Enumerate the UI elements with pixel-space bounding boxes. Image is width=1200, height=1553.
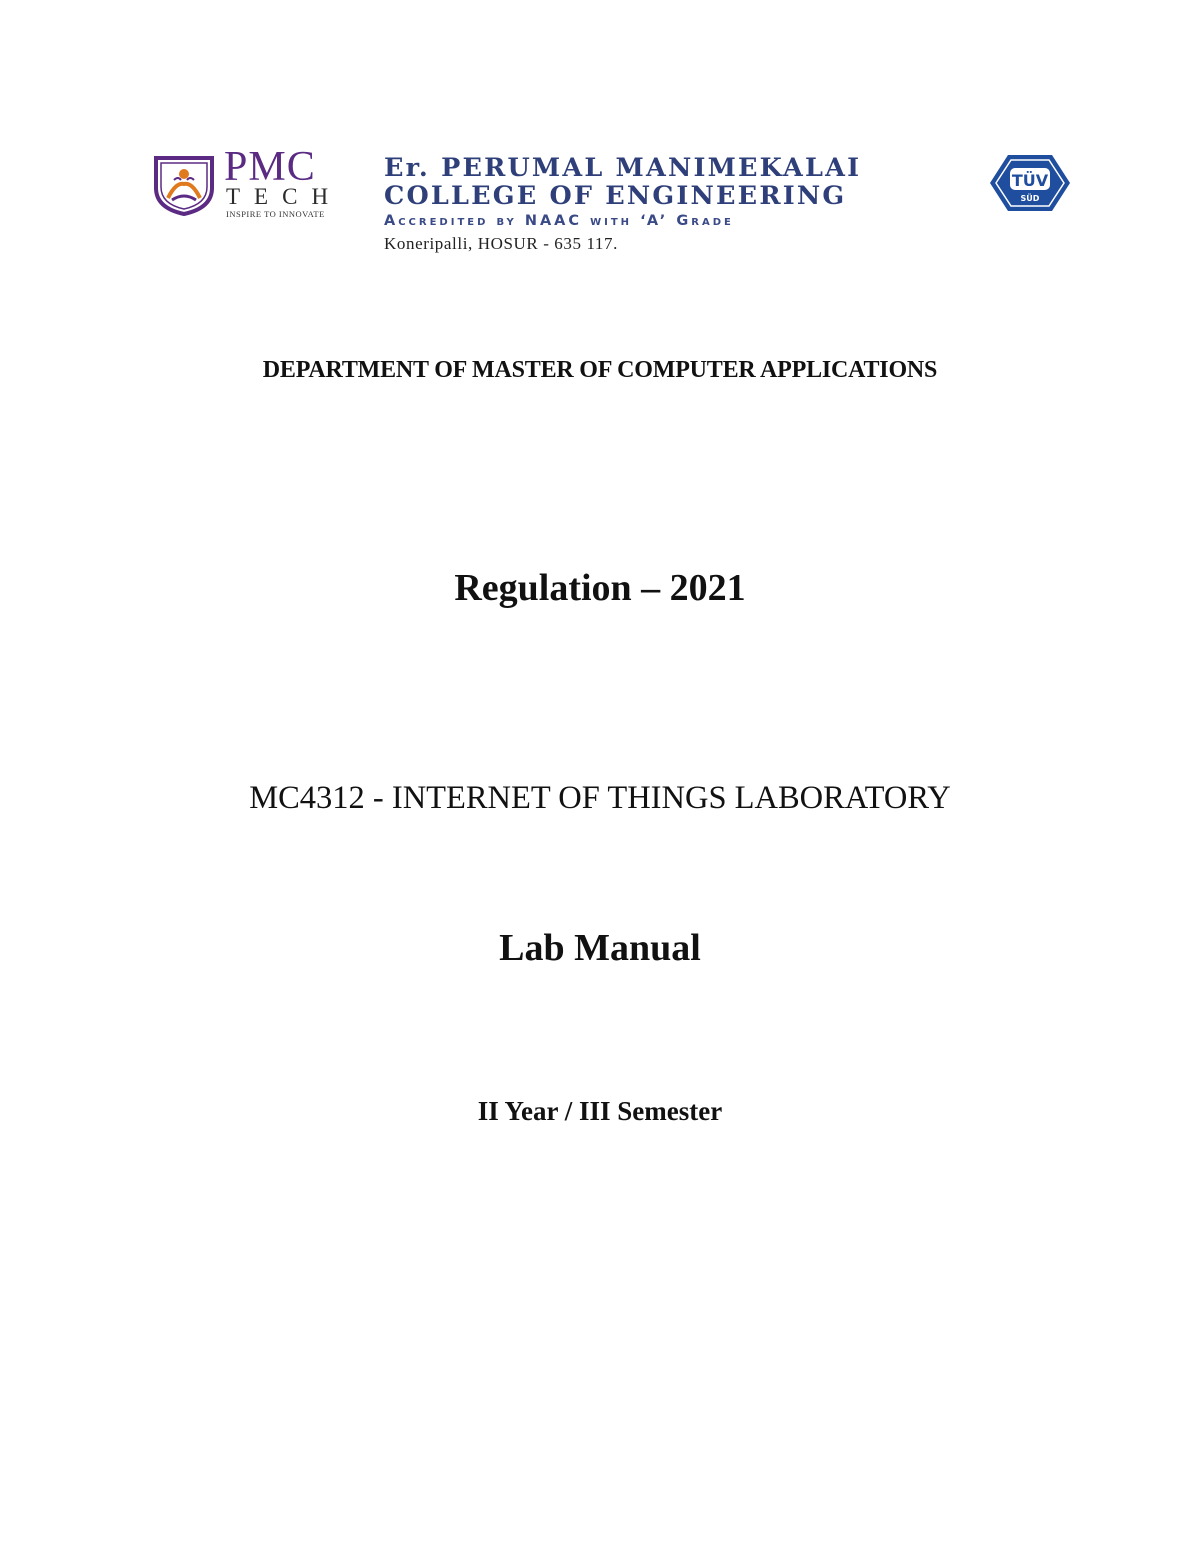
college-header bbox=[150, 144, 1075, 255]
pmc-logo-tech: TECH bbox=[226, 184, 343, 209]
pmc-crest-icon bbox=[152, 154, 216, 216]
tuv-sud-certification-icon bbox=[988, 152, 1072, 214]
course-title: MC4312 - INTERNET OF THINGS LABORATORY bbox=[249, 780, 951, 816]
college-name-line1: Er. PERUMAL MANIMEKALAI bbox=[384, 153, 862, 183]
department-heading: DEPARTMENT OF MASTER OF COMPUTER APPLICATIONS bbox=[262, 357, 938, 383]
pmc-logo-tagline: INSPIRE TO INNOVATE bbox=[226, 209, 325, 219]
pmc-tech-logo bbox=[150, 144, 355, 219]
accreditation-text: Accredited by NAAC with ‘A’ Grade bbox=[384, 213, 734, 229]
college-name-line2: COLLEGE OF ENGINEERING bbox=[384, 181, 847, 211]
year-semester-text: II Year / III Semester bbox=[477, 1096, 723, 1126]
college-name-block bbox=[384, 154, 984, 256]
document-type-heading: Lab Manual bbox=[499, 927, 701, 969]
tuv-logo-subtext: SÜD bbox=[1020, 194, 1040, 203]
tuv-logo-text: TÜV bbox=[1011, 171, 1049, 190]
regulation-heading: Regulation – 2021 bbox=[454, 567, 746, 609]
college-address: Koneripalli, HOSUR - 635 117. bbox=[384, 234, 618, 253]
pmc-logo-word: PMC bbox=[224, 144, 316, 190]
